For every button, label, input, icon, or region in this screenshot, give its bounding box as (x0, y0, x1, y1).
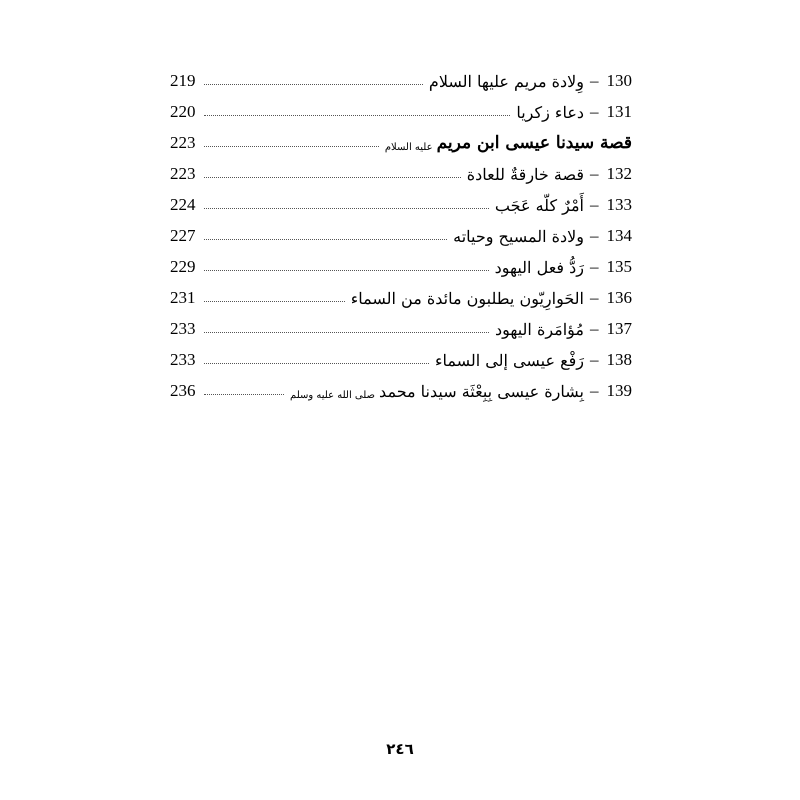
entry-page: 236 (170, 381, 196, 400)
dot-leader (204, 270, 489, 271)
entry-page: 224 (170, 195, 196, 214)
entry-number: 131 (606, 102, 632, 121)
entry-dash: – (590, 350, 599, 369)
entry-dash: – (590, 257, 599, 276)
entry-page: 219 (170, 71, 196, 90)
entry-dash: – (590, 381, 599, 400)
toc-entry (170, 370, 632, 401)
entry-number: 132 (606, 164, 632, 183)
entry-title: أَمْرٌ كلّه عَجَب (494, 196, 584, 215)
dot-leader (204, 239, 447, 240)
entry-number: 134 (606, 226, 632, 245)
section-heading-title: قصة سيدنا عيسى ابن مريم (436, 133, 632, 153)
entry-dash: – (590, 226, 599, 245)
entry-page: 229 (170, 257, 196, 276)
toc-entry (170, 246, 632, 277)
dot-leader (204, 394, 284, 395)
entry-title: مُؤامَرة اليهود (494, 320, 584, 339)
table-of-contents (170, 60, 632, 401)
toc-entry (170, 60, 632, 91)
entry-page: 233 (170, 319, 196, 338)
entry-title: رَدُّ فعل اليهود (494, 258, 584, 277)
entry-title: بِشارة عيسى بِبِعْثَة سيدنا محمد (379, 382, 584, 401)
toc-entry (170, 215, 632, 246)
entry-page: 223 (170, 164, 196, 183)
entry-dash: – (590, 319, 599, 338)
entry-dash: – (590, 164, 599, 183)
entry-number: 136 (606, 288, 632, 307)
entry-page: 231 (170, 288, 196, 307)
entry-page: 223 (170, 133, 196, 152)
entry-page: 233 (170, 350, 196, 369)
entry-number: 133 (606, 195, 632, 214)
entry-title: رَفْع عيسى إلى السماء (434, 351, 584, 370)
entry-page: 220 (170, 102, 196, 121)
entry-title: دعاء زكريا (516, 103, 584, 122)
dot-leader (204, 115, 510, 116)
entry-dash: – (590, 288, 599, 307)
toc-entry (170, 153, 632, 184)
entry-number: 138 (606, 350, 632, 369)
toc-entry (170, 339, 632, 370)
dot-leader (204, 363, 429, 364)
entry-number: 135 (606, 257, 632, 276)
toc-entry (170, 91, 632, 122)
dot-leader (204, 332, 489, 333)
dot-leader (204, 208, 489, 209)
entry-page: 227 (170, 226, 196, 245)
entry-dash: – (590, 102, 599, 121)
toc-section-heading (170, 122, 632, 153)
honorific-glyph: صلى الله عليه وسلم (290, 390, 376, 401)
entry-number: 137 (606, 319, 632, 338)
dot-leader (204, 146, 379, 147)
dot-leader (204, 177, 461, 178)
entry-title: الحَوارِيّون يطلبون مائدة من السماء (350, 289, 584, 308)
toc-entry (170, 277, 632, 308)
honorific-glyph: عليه السلام (384, 142, 433, 153)
entry-number: 130 (606, 71, 632, 90)
dot-leader (204, 301, 345, 302)
entry-title: ولادة المسيح وحياته (453, 227, 584, 246)
entry-number: 139 (606, 381, 632, 400)
toc-entry (170, 184, 632, 215)
page-number: ٢٤٦ (386, 740, 414, 758)
entry-dash: – (590, 195, 599, 214)
entry-title: وِلادة مريم عليها السلام (428, 72, 584, 91)
entry-dash: – (590, 71, 599, 90)
entry-title: قصة خارقةٌ للعادة (466, 165, 584, 184)
dot-leader (204, 84, 423, 85)
toc-entry (170, 308, 632, 339)
